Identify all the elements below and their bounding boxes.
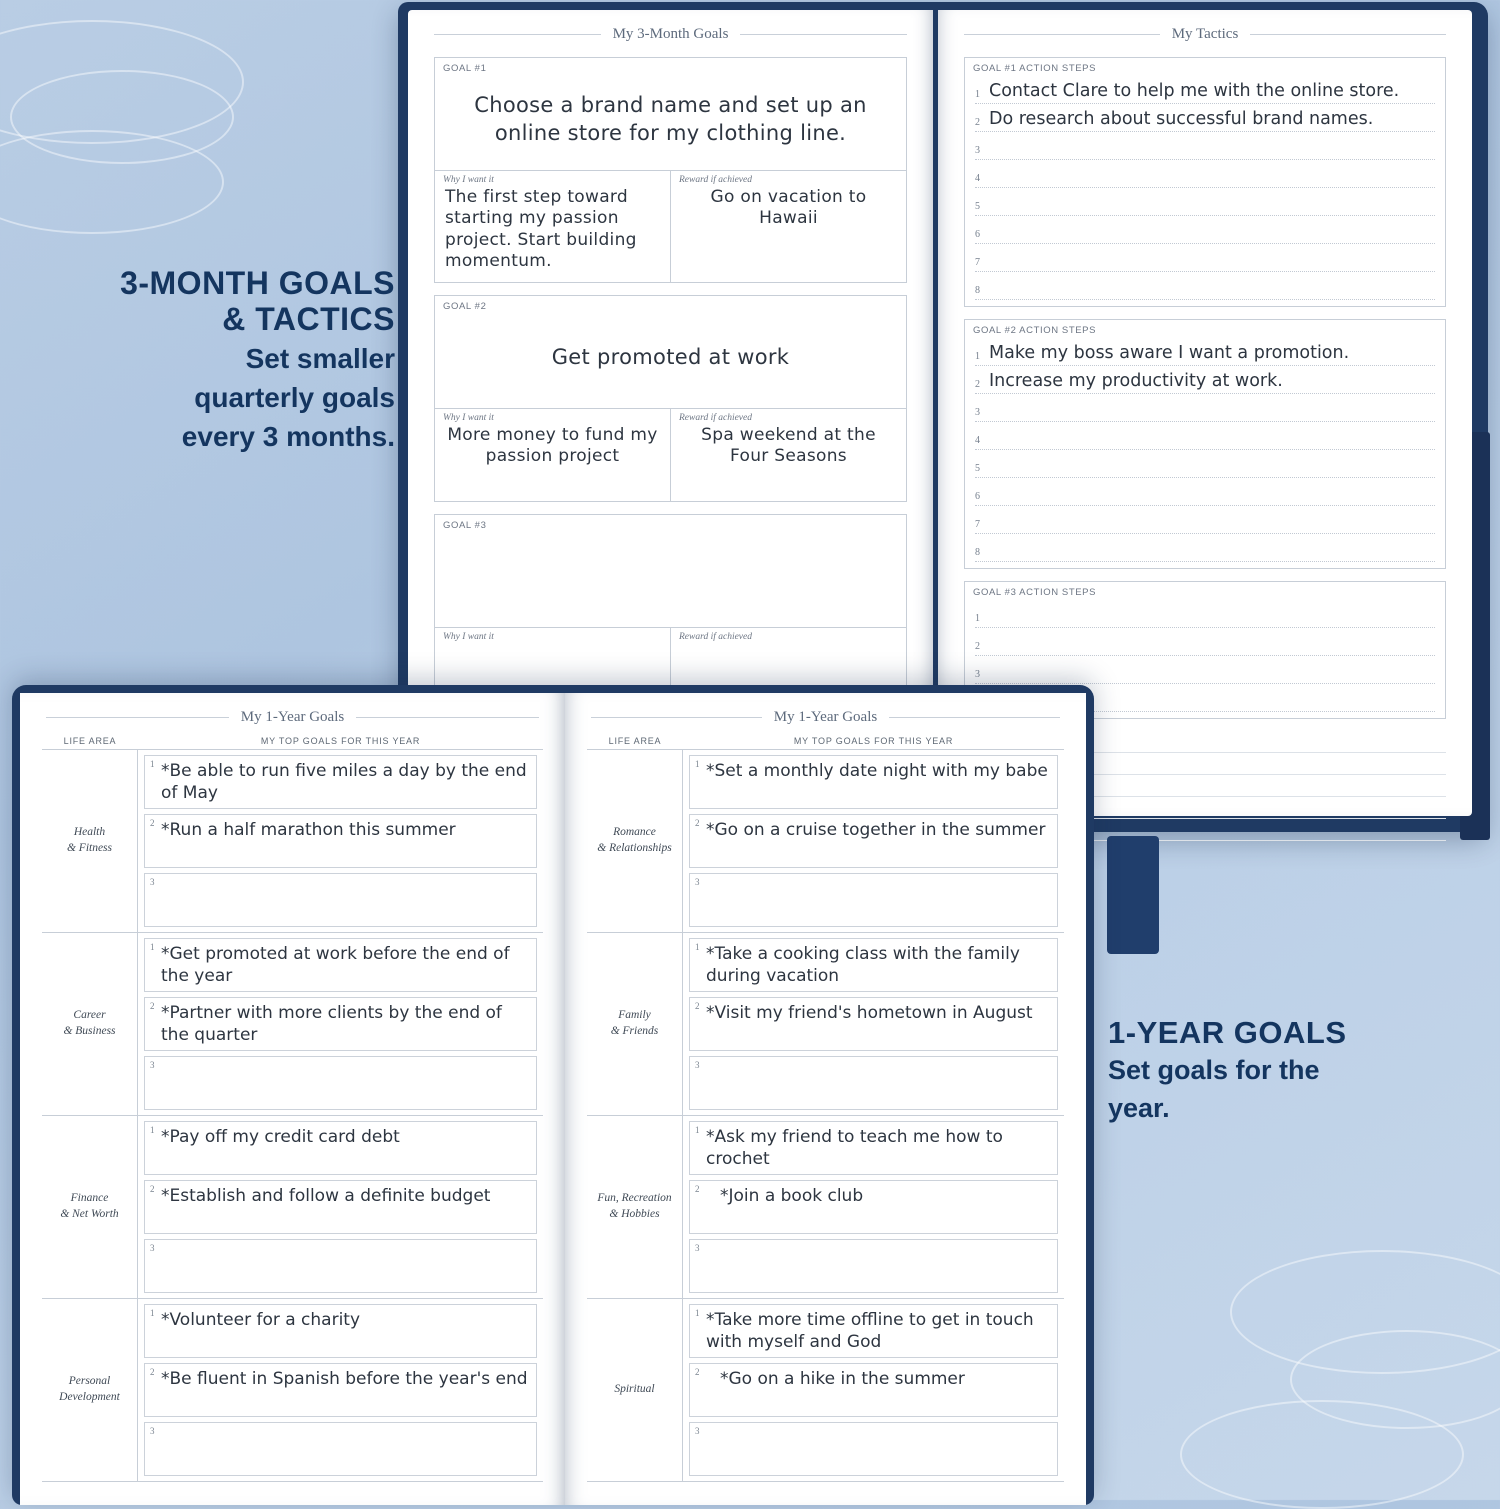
table-row <box>42 1116 543 1299</box>
goal-text[interactable]: *Visit my friend's hometown in August <box>706 1003 1033 1023</box>
goal-list <box>683 1116 1064 1298</box>
goal-text[interactable] <box>161 877 528 878</box>
life-area-name: Personal Development <box>42 1299 138 1481</box>
why-text[interactable]: More money to fund my passion project <box>447 425 658 467</box>
action-step-row[interactable]: 3 <box>975 132 1435 160</box>
action-step-row[interactable]: 5 <box>975 450 1435 478</box>
caption-sub-line2: quarterly goals <box>194 382 395 414</box>
goal-list <box>683 750 1064 932</box>
cloud-decoration <box>1290 1330 1500 1429</box>
page-title: My 1-Year Goals <box>20 693 565 726</box>
col-head-life-area: LIFE AREA <box>63 736 117 746</box>
life-area-name: Spiritual <box>587 1299 683 1481</box>
goal-text[interactable]: *Take more time offline to get in touch with myself and God <box>706 1310 1034 1353</box>
reward-label: Reward if achieved <box>679 413 752 423</box>
action-steps-label: GOAL #3 ACTION STEPS <box>973 587 1097 598</box>
page-title: My 3-Month Goals <box>408 10 933 43</box>
yearly-goals-notebook <box>12 685 1094 1505</box>
action-steps-card[interactable] <box>964 319 1446 569</box>
notebook-elastic-band <box>1107 836 1159 954</box>
table-row <box>587 1116 1064 1299</box>
goal-text[interactable]: *Partner with more clients by the end of the quarter <box>161 1003 502 1046</box>
life-area-name: Finance & Net Worth <box>42 1116 138 1298</box>
reward-text[interactable]: Spa weekend at the Four Seasons <box>701 425 876 467</box>
action-step-row[interactable]: 1 Contact Clare to help me with the online store. <box>975 76 1435 104</box>
caption-quarterly <box>30 265 395 454</box>
goal-entry[interactable]: 1 *Ask my friend to teach me how to crochet <box>689 1121 1058 1175</box>
action-step-row[interactable]: 6 <box>975 478 1435 506</box>
action-steps-label: GOAL #1 ACTION STEPS <box>973 63 1097 74</box>
why-i-want-it <box>435 171 671 282</box>
goal-text[interactable]: *Volunteer for a charity <box>161 1310 361 1330</box>
goal-detail-split <box>435 408 906 501</box>
life-area-name: Romance & Relationships <box>587 750 683 932</box>
yearly-goals-page-left <box>20 693 565 1505</box>
goal-text[interactable] <box>706 1243 1049 1244</box>
goal-entry[interactable]: 2 *Be fluent in Spanish before the year's end <box>144 1363 537 1417</box>
why-label: Why I want it <box>443 175 494 185</box>
action-step-row[interactable]: 2 Increase my productivity at work. <box>975 366 1435 394</box>
goal-list <box>138 933 543 1115</box>
reward-label: Reward if achieved <box>679 175 752 185</box>
why-label: Why I want it <box>443 632 494 642</box>
caption-sub-line1: Set smaller <box>245 343 395 375</box>
action-step-text[interactable]: Contact Clare to help me with the online store. <box>989 81 1400 101</box>
goal-entry[interactable]: 3 <box>144 1422 537 1476</box>
column-headers <box>42 736 543 749</box>
life-area-table <box>587 749 1064 1482</box>
goal-label: GOAL #1 <box>443 63 487 74</box>
action-step-row[interactable]: 4 <box>975 160 1435 188</box>
goal-text[interactable] <box>706 1060 1049 1061</box>
goal-text[interactable]: *Go on a hike in the summer <box>720 1369 965 1389</box>
goal-text[interactable]: *Go on a cruise together in the summer <box>706 820 1046 840</box>
goal-text[interactable] <box>161 1060 528 1061</box>
action-step-row[interactable]: 1 <box>975 600 1435 628</box>
goal-entry[interactable]: 1 *Volunteer for a charity <box>144 1304 537 1358</box>
goal-entry[interactable]: 2 *Establish and follow a definite budget <box>144 1180 537 1234</box>
caption-sub-line3: every 3 months. <box>181 421 395 453</box>
life-area-name: Health & Fitness <box>42 750 138 932</box>
goal-entry[interactable]: 2 *Partner with more clients by the end of the quarter <box>144 997 537 1051</box>
goal-entry[interactable]: 1 *Be able to run five miles a day by the end of May <box>144 755 537 809</box>
action-step-row[interactable]: 2 Do research about successful brand names. <box>975 104 1435 132</box>
action-step-row[interactable]: 3 <box>975 656 1435 684</box>
action-step-row[interactable]: 8 <box>975 272 1435 300</box>
goal-label: GOAL #3 <box>443 520 487 531</box>
table-row <box>42 1299 543 1482</box>
action-step-row[interactable]: 2 <box>975 628 1435 656</box>
action-step-text[interactable]: Make my boss aware I want a promotion. <box>989 343 1350 363</box>
goal-entry[interactable]: 3 <box>144 1056 537 1110</box>
goal-text[interactable]: *Pay off my credit card debt <box>161 1127 400 1147</box>
why-text[interactable]: The first step toward starting my passion project. Start building momentum. <box>445 187 637 271</box>
caption-sub-line2: year. <box>1108 1092 1170 1123</box>
goal-text[interactable]: Get promoted at work <box>551 344 790 369</box>
cloud-decoration <box>10 70 234 164</box>
goal-entry[interactable]: 3 <box>689 1056 1058 1110</box>
goal-text[interactable]: *Be fluent in Spanish before the year's end <box>161 1369 528 1389</box>
goal-card[interactable] <box>434 295 907 502</box>
goal-text[interactable]: *Set a monthly date night with my babe <box>706 761 1048 781</box>
goal-detail-split <box>435 170 906 282</box>
caption-sub-line1: Set goals for the <box>1108 1055 1320 1086</box>
cloud-decoration <box>1230 1250 1500 1374</box>
page-title: My Tactics <box>938 10 1472 43</box>
goal-entry[interactable]: 2 *Go on a cruise together in the summer <box>689 814 1058 868</box>
goal-text[interactable]: *Join a book club <box>720 1186 864 1206</box>
goal-text[interactable]: *Ask my friend to teach me how to crochet <box>706 1127 1003 1170</box>
table-row <box>587 750 1064 933</box>
col-head-life-area: LIFE AREA <box>608 736 662 746</box>
caption-title-line2: & TACTICS <box>222 301 395 338</box>
cloud-decoration <box>1180 1400 1464 1509</box>
reward-text[interactable]: Go on vacation to Hawaii <box>710 187 867 229</box>
reward-label: Reward if achieved <box>679 632 752 642</box>
goal-entry[interactable]: 1 *Set a monthly date night with my babe <box>689 755 1058 809</box>
life-area-name: Fun, Recreation & Hobbies <box>587 1116 683 1298</box>
goal-entry[interactable]: 3 <box>144 1239 537 1293</box>
why-i-want-it <box>435 409 671 501</box>
goal-text[interactable]: *Run a half marathon this summer <box>161 820 456 840</box>
goal-text[interactable] <box>435 533 906 627</box>
action-step-text[interactable]: Increase my productivity at work. <box>989 371 1283 391</box>
goal-entry[interactable]: 2 *Run a half marathon this summer <box>144 814 537 868</box>
goal-list <box>138 1299 543 1481</box>
table-row <box>587 933 1064 1116</box>
table-row <box>42 933 543 1116</box>
goal-entry[interactable]: 3 <box>689 1239 1058 1293</box>
goal-entry[interactable]: 1 *Take a cooking class with the family during vacation <box>689 938 1058 992</box>
goal-text[interactable] <box>706 877 1049 878</box>
reward-if-achieved <box>671 409 906 501</box>
goal-text[interactable]: *Establish and follow a definite budget <box>161 1186 491 1206</box>
goal-entry[interactable]: 1 *Take more time offline to get in touch with myself and God <box>689 1304 1058 1358</box>
goal-entry[interactable]: 3 <box>689 873 1058 927</box>
goal-text[interactable] <box>161 1243 528 1244</box>
goal-list <box>138 750 543 932</box>
col-head-goals: MY TOP GOALS FOR THIS YEAR <box>793 736 954 746</box>
page-title: My 1-Year Goals <box>565 693 1086 726</box>
goal-entry[interactable]: 1 *Pay off my credit card debt <box>144 1121 537 1175</box>
action-step-row[interactable]: 4 <box>975 422 1435 450</box>
life-area-name: Family & Friends <box>587 933 683 1115</box>
table-row <box>587 1299 1064 1482</box>
goal-label: GOAL #2 <box>443 301 487 312</box>
caption-yearly <box>1108 1015 1438 1126</box>
goal-text[interactable]: *Get promoted at work before the end of the year <box>161 944 510 987</box>
action-step-row[interactable]: 3 <box>975 394 1435 422</box>
col-head-goals: MY TOP GOALS FOR THIS YEAR <box>260 736 421 746</box>
reward-if-achieved <box>671 171 906 282</box>
goal-text[interactable] <box>706 1426 1049 1427</box>
goal-entry[interactable]: 1 *Get promoted at work before the end of the year <box>144 938 537 992</box>
action-step-row[interactable]: 6 <box>975 216 1435 244</box>
goal-entry[interactable]: 3 <box>689 1422 1058 1476</box>
goal-text[interactable]: *Be able to run five miles a day by the end of May <box>161 761 527 804</box>
goal-list <box>683 1299 1064 1481</box>
life-area-name: Career & Business <box>42 933 138 1115</box>
goal-entry[interactable]: 2 *Go on a hike in the summer <box>689 1363 1058 1417</box>
action-step-text[interactable]: Do research about successful brand names. <box>989 109 1374 129</box>
caption-title-line1: 3-MONTH GOALS <box>120 265 395 301</box>
goal-entry[interactable]: 2 *Join a book club <box>689 1180 1058 1234</box>
goal-entry[interactable]: 3 <box>144 873 537 927</box>
action-step-row[interactable]: 1 Make my boss aware I want a promotion. <box>975 338 1435 366</box>
life-area-table <box>42 749 543 1482</box>
goal-text[interactable]: Choose a brand name and set up an online store for my clothing line. <box>474 92 867 145</box>
column-headers <box>587 736 1064 749</box>
action-steps-label: GOAL #2 ACTION STEPS <box>973 325 1097 336</box>
yearly-goals-page-right <box>565 693 1086 1505</box>
caption-title: 1-YEAR GOALS <box>1108 1015 1347 1050</box>
cloud-decoration <box>0 20 244 144</box>
action-steps-card[interactable] <box>964 57 1446 307</box>
action-step-row[interactable]: 8 <box>975 534 1435 562</box>
goal-list <box>138 1116 543 1298</box>
cloud-decoration <box>0 130 224 234</box>
goal-entry[interactable]: 2 *Visit my friend's hometown in August <box>689 997 1058 1051</box>
action-step-row[interactable]: 5 <box>975 188 1435 216</box>
goal-card[interactable] <box>434 57 907 283</box>
goal-text[interactable] <box>161 1426 528 1427</box>
goal-text[interactable]: *Take a cooking class with the family during vacation <box>706 944 1020 987</box>
goal-list <box>683 933 1064 1115</box>
table-row <box>42 750 543 933</box>
why-label: Why I want it <box>443 413 494 423</box>
action-step-row[interactable]: 7 <box>975 506 1435 534</box>
action-step-row[interactable]: 7 <box>975 244 1435 272</box>
